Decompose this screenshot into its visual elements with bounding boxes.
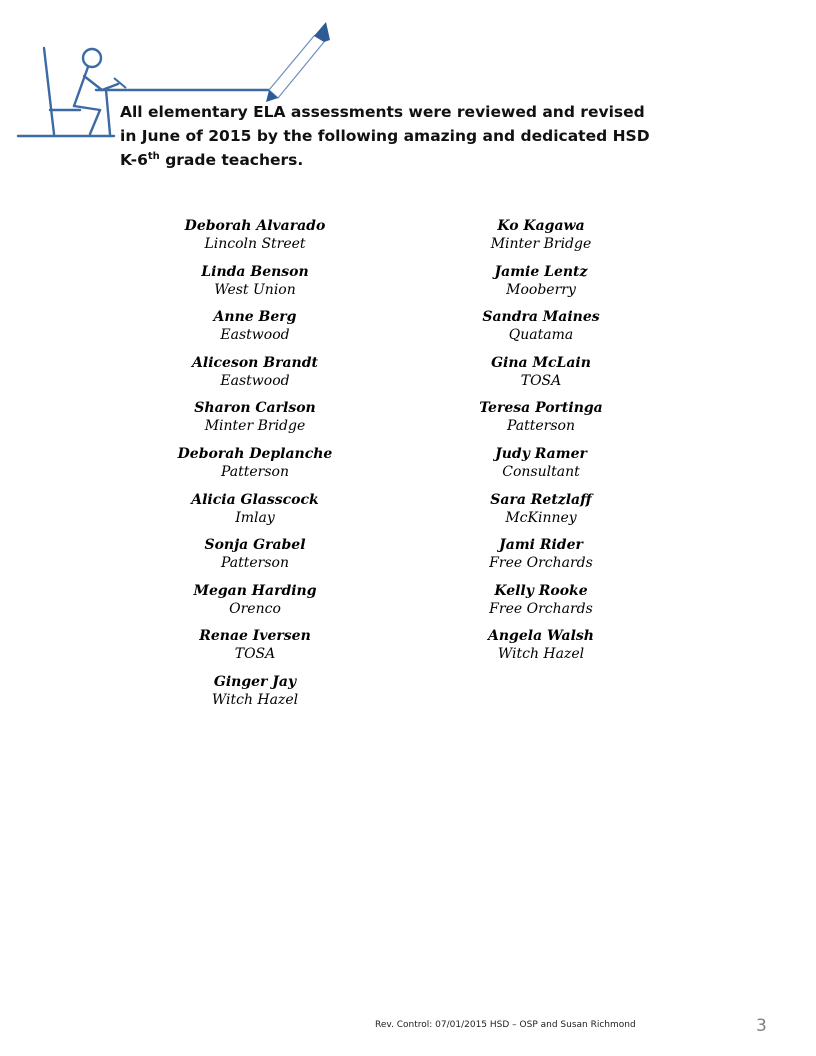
teacher-entry <box>411 582 671 628</box>
intro-paragraph <box>120 100 660 172</box>
intro-tail: grade teachers. <box>159 151 304 169</box>
teacher-name: Sandra Maines <box>482 309 600 326</box>
teacher-entry <box>125 354 385 400</box>
teacher-name: Kelly Rooke <box>494 582 588 599</box>
teacher-name: Anne Berg <box>213 309 297 326</box>
teacher-name: Gina McLain <box>491 354 591 371</box>
teacher-entry <box>125 217 385 263</box>
teacher-list-left <box>125 217 385 719</box>
teacher-entry <box>125 308 385 354</box>
teacher-entry <box>125 399 385 445</box>
teacher-entry <box>411 536 671 582</box>
teacher-entry <box>411 354 671 400</box>
teacher-entry <box>411 491 671 537</box>
teacher-name: Jami Rider <box>499 537 583 554</box>
teacher-school: Witch Hazel <box>211 691 299 708</box>
teacher-school: Free Orchards <box>489 600 593 617</box>
teacher-school: Lincoln Street <box>204 236 306 252</box>
teacher-school: Witch Hazel <box>497 646 585 663</box>
teacher-entry <box>411 263 671 309</box>
teacher-school: Quatama <box>508 327 574 344</box>
teacher-school: Patterson <box>507 418 575 435</box>
teacher-entry <box>125 536 385 582</box>
teacher-entry <box>125 582 385 628</box>
teacher-entry <box>411 217 671 263</box>
teacher-name: Megan Harding <box>193 582 317 599</box>
teacher-name: Judy Ramer <box>495 445 587 462</box>
teacher-school: West Union <box>214 281 296 298</box>
teacher-school: McKinney <box>505 509 577 526</box>
teacher-name: Jamie Lentz <box>494 263 588 280</box>
teacher-school: Patterson <box>221 463 289 480</box>
teacher-entry <box>125 445 385 491</box>
rev-control-footer: Rev. Control: 07/01/2015 HSD – OSP and Susan Richmond <box>375 1020 636 1030</box>
teacher-school: Eastwood <box>220 327 290 344</box>
teacher-entry <box>125 673 385 719</box>
teacher-name: Deborah Deplanche <box>177 445 333 462</box>
teacher-entry <box>125 263 385 309</box>
teacher-entry <box>411 627 671 673</box>
teacher-school: Consultant <box>502 463 580 480</box>
teacher-entry <box>411 445 671 491</box>
teacher-name: Sara Retzlaff <box>490 491 592 508</box>
teacher-entry <box>125 627 385 673</box>
teacher-entry <box>411 399 671 445</box>
teacher-name: Linda Benson <box>201 263 309 280</box>
teacher-school: Eastwood <box>220 372 290 389</box>
teacher-school: Minter Bridge <box>490 236 592 252</box>
teacher-school: TOSA <box>520 372 562 389</box>
teacher-school: Minter Bridge <box>204 418 306 435</box>
teacher-name: Ginger Jay <box>213 673 297 690</box>
teacher-school: Free Orchards <box>489 555 593 572</box>
teacher-school: Patterson <box>221 555 289 572</box>
teacher-entry <box>125 491 385 537</box>
teacher-name: Teresa Portinga <box>479 400 603 417</box>
teacher-entry <box>411 308 671 354</box>
teacher-name: Renae Iversen <box>199 628 311 645</box>
intro-text: All elementary ELA assessments were reviewed and revised in June of 2015 by the following amazing and dedicated HSD K-6 <box>120 103 650 169</box>
teacher-name: Sharon Carlson <box>194 400 316 417</box>
teacher-name: Deborah Alvarado <box>184 218 326 234</box>
teacher-school: TOSA <box>234 646 276 663</box>
teacher-school: Orenco <box>229 600 281 617</box>
teacher-name: Angela Walsh <box>488 628 594 645</box>
page-number: 3 <box>756 1016 767 1036</box>
teacher-school: Imlay <box>235 509 275 526</box>
teacher-name: Aliceson Brandt <box>192 354 318 371</box>
teacher-list-right <box>411 217 671 673</box>
teacher-name: Alicia Glasscock <box>191 491 319 508</box>
intro-superscript: th <box>147 150 160 162</box>
teacher-name: Ko Kagawa <box>497 218 585 234</box>
teacher-school: Mooberry <box>506 281 576 298</box>
teacher-name: Sonja Grabel <box>204 537 306 554</box>
